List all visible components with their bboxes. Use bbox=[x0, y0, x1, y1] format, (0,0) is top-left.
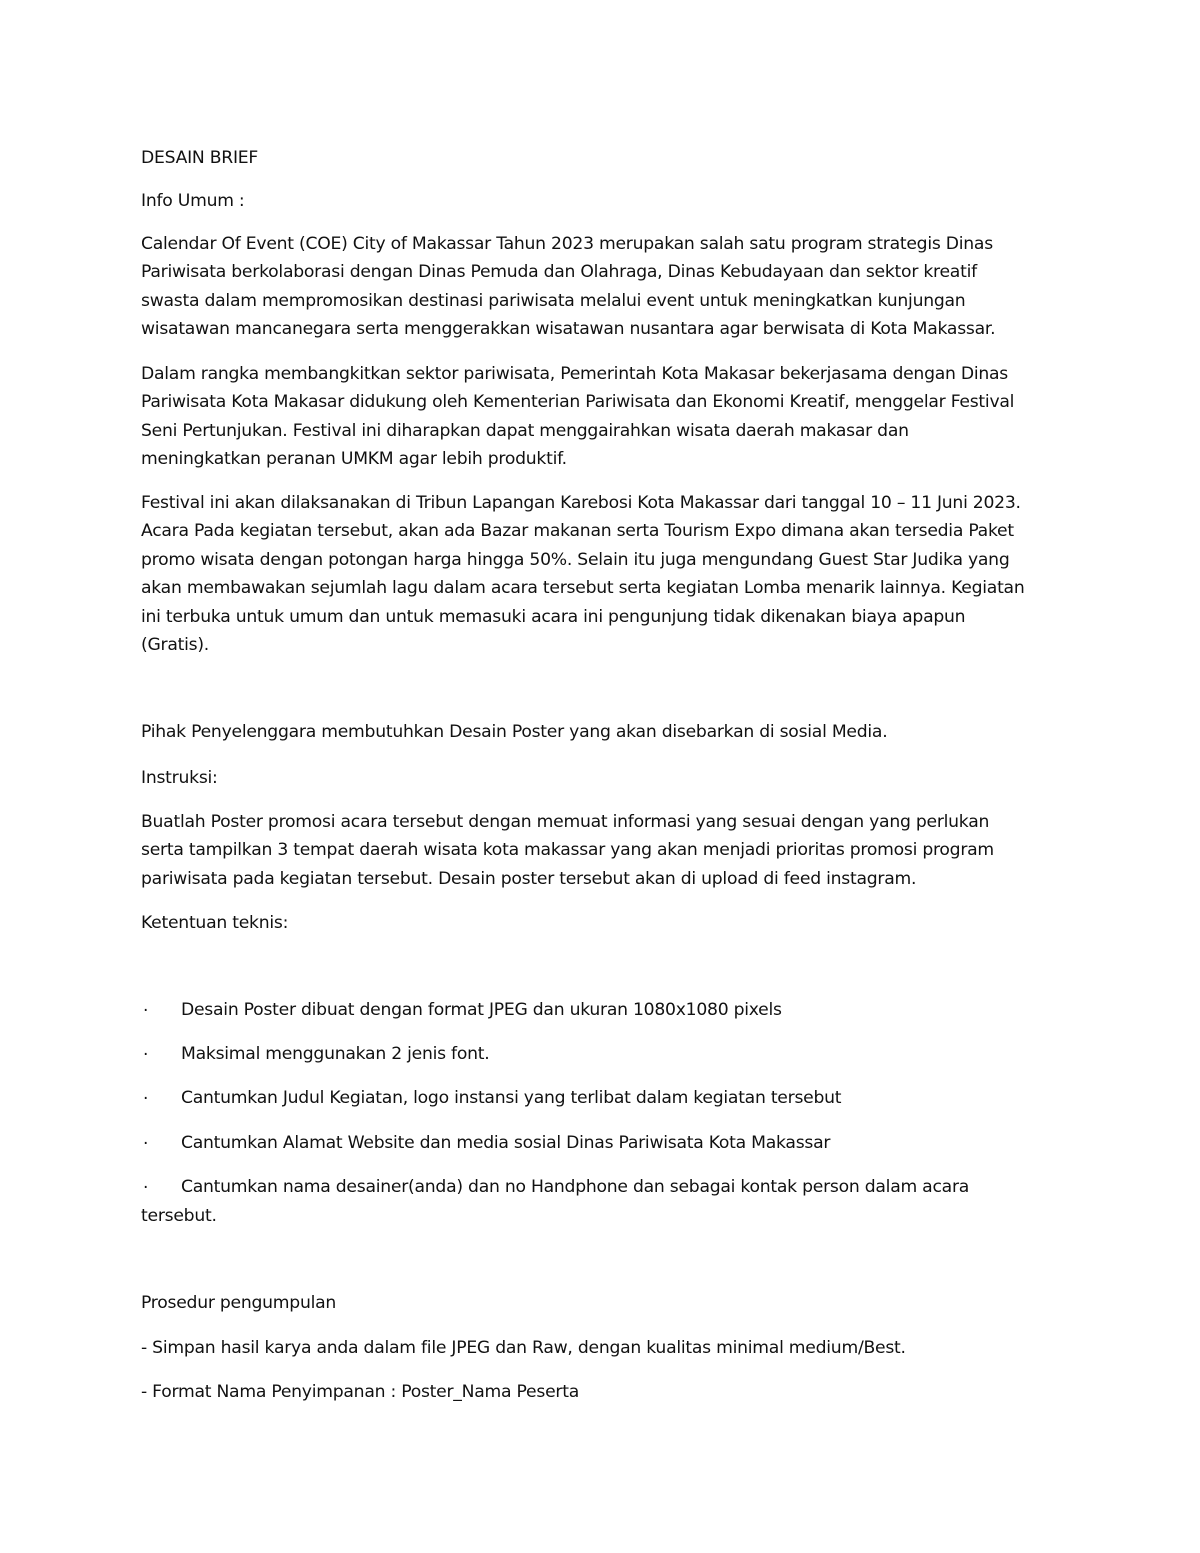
paragraph3-line: Festival ini akan dilaksanakan di Tribun Lapangan Karebosi Kota Makassar dari tanggal 10 – 11 Juni 2023. bbox=[141, 493, 1021, 513]
technical-heading: Ketentuan teknis: bbox=[141, 913, 289, 933]
paragraph2-line: Seni Pertunjukan. Festival ini diharapkan dapat menggairahkan wisata daerah makasar dan bbox=[141, 421, 909, 441]
paragraph1-line: swasta dalam mempromosikan destinasi pariwisata melalui event untuk meningkatkan kunjungan bbox=[141, 291, 966, 311]
bullet-icon: · bbox=[143, 1178, 149, 1198]
technical-item: Desain Poster dibuat dengan format JPEG dan ukuran 1080x1080 pixels bbox=[181, 1000, 782, 1020]
instruction-line: serta tampilkan 3 tempat daerah wisata kota makassar yang akan menjadi prioritas promosi program bbox=[141, 840, 994, 860]
technical-item-continuation: tersebut. bbox=[141, 1206, 217, 1226]
need-statement: Pihak Penyelenggara membutuhkan Desain Poster yang akan disebarkan di sosial Media. bbox=[141, 722, 888, 742]
bullet-icon: · bbox=[143, 1089, 149, 1109]
paragraph2-line: Pariwisata Kota Makasar didukung oleh Kementerian Pariwisata dan Ekonomi Kreatif, menggelar Festival bbox=[141, 392, 1015, 412]
technical-item: Maksimal menggunakan 2 jenis font. bbox=[181, 1044, 490, 1064]
paragraph3-line: akan membawakan sejumlah lagu dalam acara tersebut serta kegiatan Lomba menarik lainnya. Kegiatan bbox=[141, 578, 1025, 598]
paragraph3-line: Acara Pada kegiatan tersebut, akan ada Bazar makanan serta Tourism Expo dimana akan tersedia Paket bbox=[141, 521, 1014, 541]
document-title: DESAIN BRIEF bbox=[141, 148, 259, 168]
procedure-item: - Simpan hasil karya anda dalam file JPEG dan Raw, dengan kualitas minimal medium/Best. bbox=[141, 1338, 906, 1358]
paragraph2-line: Dalam rangka membangkitkan sektor pariwisata, Pemerintah Kota Makasar bekerjasama dengan Dinas bbox=[141, 364, 1009, 384]
instruction-line: Buatlah Poster promosi acara tersebut dengan memuat informasi yang sesuai dengan yang perlukan bbox=[141, 812, 990, 832]
procedure-heading: Prosedur pengumpulan bbox=[141, 1293, 337, 1313]
paragraph1-line: Pariwisata berkolaborasi dengan Dinas Pemuda dan Olahraga, Dinas Kebudayaan dan sektor kreatif bbox=[141, 262, 977, 282]
paragraph3-line: promo wisata dengan potongan harga hingga 50%. Selain itu juga mengundang Guest Star Judika yang bbox=[141, 550, 1010, 570]
technical-item: Cantumkan Judul Kegiatan, logo instansi yang terlibat dalam kegiatan tersebut bbox=[181, 1088, 842, 1108]
paragraph2-line: meningkatkan peranan UMKM agar lebih produktif. bbox=[141, 449, 567, 469]
instruction-line: pariwisata pada kegiatan tersebut. Desain poster tersebut akan di upload di feed instagram. bbox=[141, 869, 917, 889]
info-heading: Info Umum : bbox=[141, 191, 245, 211]
technical-item: Cantumkan Alamat Website dan media sosial Dinas Pariwisata Kota Makassar bbox=[181, 1133, 831, 1153]
paragraph1-line: Calendar Of Event (COE) City of Makassar Tahun 2023 merupakan salah satu program strategis Dinas bbox=[141, 234, 993, 254]
procedure-item: - Format Nama Penyimpanan : Poster_Nama Peserta bbox=[141, 1382, 579, 1402]
bullet-icon: · bbox=[143, 1134, 149, 1154]
instruction-heading: Instruksi: bbox=[141, 768, 218, 788]
paragraph3-line: (Gratis). bbox=[141, 635, 210, 655]
technical-item: Cantumkan nama desainer(anda) dan no Handphone dan sebagai kontak person dalam acara bbox=[181, 1177, 970, 1197]
bullet-icon: · bbox=[143, 1045, 149, 1065]
bullet-icon: · bbox=[143, 1001, 149, 1021]
paragraph3-line: ini terbuka untuk umum dan untuk memasuki acara ini pengunjung tidak dikenakan biaya apapun bbox=[141, 607, 966, 627]
paragraph1-line: wisatawan mancanegara serta menggerakkan wisatawan nusantara agar berwisata di Kota Makassar. bbox=[141, 319, 996, 339]
